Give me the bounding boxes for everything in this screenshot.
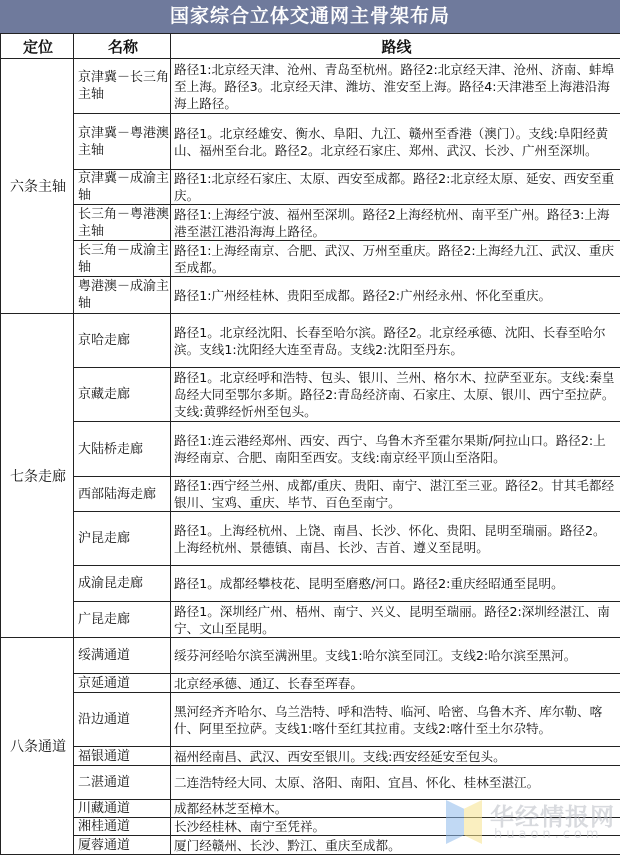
- route-cell: 路径1。深圳经广州、梧州、南宁、兴义、昆明至瑞丽。路径2:深圳经湛江、南宁、文山至昆明。: [171, 602, 620, 638]
- name-cell: 绥满通道: [74, 638, 171, 674]
- table-row: [1, 170, 620, 205]
- route-cell: 路径1。成都经攀枝花、昆明至磨憨/河口。路径2:重庆经昭通至昆明。: [171, 566, 620, 602]
- table-row: [1, 766, 620, 800]
- route-cell: 北京经承德、通辽、长春至珲春。: [171, 674, 620, 693]
- category-cell: 七条走廊: [1, 314, 74, 638]
- header-route: 路线: [171, 34, 620, 59]
- name-cell: 京藏走廊: [74, 368, 171, 422]
- name-cell: 京津冀－成渝主轴: [74, 170, 171, 205]
- table-row: [1, 566, 620, 602]
- name-cell: 川藏通道: [74, 800, 171, 818]
- table-row: [1, 800, 620, 818]
- route-cell: 路径1。北京经沈阳、长春至哈尔滨。路径2。北京经承德、沈阳、长春至哈尔滨。支线1:沈阳经大连至青岛。支线2:沈阳至丹东。: [171, 314, 620, 368]
- table-row: [1, 836, 620, 855]
- name-cell: 大陆桥走廊: [74, 422, 171, 477]
- table-title: 国家综合立体交通网主骨架布局: [0, 0, 620, 33]
- route-cell: 路径1:北京经石家庄、太原、西安至成都。路径2:北京经太原、延安、西安至重庆。: [171, 170, 620, 205]
- route-cell: 路径1:广州经桂林、贵阳至成都。路径2:广州经永州、怀化至重庆。: [171, 277, 620, 314]
- name-cell: 西部陆海走廊: [74, 477, 171, 512]
- table-row: [1, 368, 620, 422]
- route-cell: 路径1。上海经杭州、上饶、南昌、长沙、怀化、贵阳、昆明至瑞丽。路径2。上海经杭州、景德镇、南昌、长沙、吉首、遵义至昆明。: [171, 512, 620, 566]
- route-cell: 福州经南昌、武汉、西安至银川。支线:西安经延安至包头。: [171, 747, 620, 766]
- table-row: [1, 602, 620, 638]
- name-cell: 粤港澳－成渝主轴: [74, 277, 171, 314]
- header-row: [1, 34, 620, 59]
- table-row: [1, 277, 620, 314]
- name-cell: 二湛通道: [74, 766, 171, 800]
- name-cell: 京延通道: [74, 674, 171, 693]
- category-cell: 八条通道: [1, 638, 74, 855]
- routes-table: [0, 33, 620, 855]
- name-cell: 京哈走廊: [74, 314, 171, 368]
- route-cell: 长沙经桂林、南宁至凭祥。: [171, 818, 620, 836]
- route-cell: 路径1:上海经南京、合肥、武汉、万州至重庆。路径2:上海经九江、武汉、重庆至成都。: [171, 241, 620, 277]
- table-row: [1, 512, 620, 566]
- route-cell: 路径1:北京经天津、沧州、青岛至杭州。路径2:北京经天津、沧州、济南、蚌埠至上海。路径3。北京经天津、潍坊、淮安至上海。路径4:天津港至上海港沿海海上路径。: [171, 59, 620, 114]
- table-row: [1, 747, 620, 766]
- watermark-brand: 华经情报网: [490, 803, 615, 831]
- table-row: [1, 638, 620, 674]
- route-cell: 绥芬河经哈尔滨至满洲里。支线1:哈尔滨至同江。支线2:哈尔滨至黑河。: [171, 638, 620, 674]
- table-row: [1, 205, 620, 241]
- route-cell: 路径1。北京经雄安、衡水、阜阳、九江、赣州至香港（澳门）。支线:阜阳经黄山、福州至台北。路径2。北京经石家庄、郑州、武汉、长沙、广州至深圳。: [171, 114, 620, 170]
- name-cell: 厦蓉通道: [74, 836, 171, 855]
- name-cell: 广昆走廊: [74, 602, 171, 638]
- name-cell: 沿边通道: [74, 693, 171, 747]
- name-cell: 福银通道: [74, 747, 171, 766]
- name-cell: 京津冀－长三角主轴: [74, 59, 171, 114]
- category-cell: 六条主轴: [1, 59, 74, 314]
- name-cell: 沪昆走廊: [74, 512, 171, 566]
- route-cell: 路径1:连云港经郑州、西安、西宁、乌鲁木齐至霍尔果斯/阿拉山口。路径2:上海经南京、合肥、南阳至西安。支线:南京经平顶山至洛阳。: [171, 422, 620, 477]
- route-cell: 厦门经赣州、长沙、黔江、重庆至成都。: [171, 836, 620, 855]
- name-cell: 京津冀－粤港澳主轴: [74, 114, 171, 170]
- table-row: [1, 422, 620, 477]
- table-row: [1, 114, 620, 170]
- route-cell: 路径1:上海经宁波、福州至深圳。路径2上海经杭州、南平至广州。路径3:上海港至湛江港沿海海上路径。: [171, 205, 620, 241]
- table-row: [1, 674, 620, 693]
- route-cell: 黑河经齐齐哈尔、乌兰浩特、呼和浩特、临河、哈密、乌鲁木齐、库尔勒、喀什、阿里至拉萨。支线1:喀什至红其拉甫。支线2:喀什至土尔尕特。: [171, 693, 620, 747]
- watermark-domain: huaon.com: [494, 827, 603, 842]
- route-cell: 二连浩特经大同、太原、洛阳、南阳、宜昌、怀化、桂林至湛江。: [171, 766, 620, 800]
- table-row: [1, 477, 620, 512]
- table-row: [1, 693, 620, 747]
- name-cell: 长三角－粤港澳主轴: [74, 205, 171, 241]
- name-cell: 成渝昆走廊: [74, 566, 171, 602]
- table-row: [1, 818, 620, 836]
- route-cell: 路径1:西宁经兰州、成都/重庆、贵阳、南宁、湛江至三亚。路径2。甘其毛都经银川、宝鸡、重庆、毕节、百色至南宁。: [171, 477, 620, 512]
- name-cell: 湘桂通道: [74, 818, 171, 836]
- header-name: 名称: [74, 34, 171, 59]
- route-cell: 路径1。北京经呼和浩特、包头、银川、兰州、格尔木、拉萨至亚东。支线:秦皇岛经大同至鄂尔多斯。路径2:青岛经济南、石家庄、太原、银川、西宁至拉萨。支线:黄骅经忻州至包头。: [171, 368, 620, 422]
- table-row: [1, 59, 620, 114]
- header-position: 定位: [1, 34, 74, 59]
- table-row: [1, 241, 620, 277]
- route-cell: 成都经林芝至樟木。: [171, 800, 620, 818]
- table-row: [1, 314, 620, 368]
- name-cell: 长三角－成渝主轴: [74, 241, 171, 277]
